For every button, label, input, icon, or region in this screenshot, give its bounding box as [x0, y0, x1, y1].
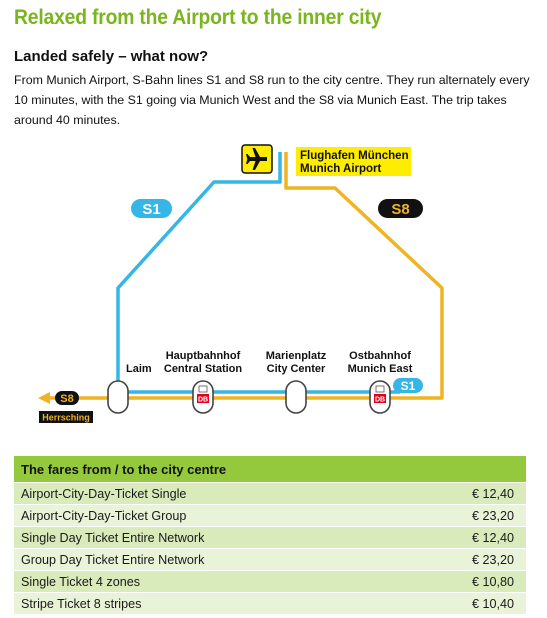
station-laim-name: Laim — [126, 363, 152, 375]
section-title: Landed safely – what now? — [14, 48, 209, 65]
fare-price: € 10,80 — [402, 571, 526, 593]
table-row — [14, 593, 526, 615]
route-map — [0, 138, 547, 438]
table-row — [14, 571, 526, 593]
intro-paragraph: From Munich Airport, S-Bahn lines S1 and S8 run to the city centre. They run alternately every 10 minutes, with the S1 going via Munich West and the S8 via Munich East. The trip takes around 40 minutes. — [14, 73, 530, 127]
svg-text:DB: DB — [374, 396, 386, 404]
fare-name: Single Ticket 4 zones — [14, 571, 402, 593]
fare-name: Group Day Ticket Entire Network — [14, 549, 402, 571]
s1-badge-label: S1 — [142, 201, 161, 218]
station-ostbahnhof-name-en: Munich East — [347, 363, 413, 375]
page-title: Relaxed from the Airport to the inner city — [14, 6, 382, 29]
fare-price: € 12,40 — [402, 527, 526, 549]
herrsching-label: Herrsching — [42, 412, 90, 423]
fares-table — [14, 456, 526, 614]
fare-price: € 12,40 — [402, 483, 526, 505]
airport-label-de: Flughafen München — [300, 150, 409, 162]
station-ostbahnhof-name: Ostbahnhof — [349, 350, 411, 362]
station-hbf-name: Hauptbahnhof — [165, 350, 241, 362]
fare-name: Single Day Ticket Entire Network — [14, 527, 402, 549]
svg-text:DB: DB — [197, 396, 209, 404]
fare-name: Airport-City-Day-Ticket Single — [14, 483, 402, 505]
station-laim-marker — [108, 381, 128, 413]
db-logo-icon — [374, 386, 386, 404]
fare-price: € 10,40 — [402, 593, 526, 615]
fare-name: Airport-City-Day-Ticket Group — [14, 505, 402, 527]
table-row — [14, 483, 526, 505]
station-marienplatz-name: Marienplatz — [265, 350, 327, 362]
s8-badge-label: S8 — [391, 201, 410, 218]
fare-price: € 23,20 — [402, 505, 526, 527]
table-row — [14, 505, 526, 527]
s8-terminus-badge-label: S8 — [60, 393, 74, 405]
db-logo-icon — [197, 386, 209, 404]
arrow-left-icon — [38, 392, 50, 404]
fares-table-header: The fares from / to the city centre — [14, 456, 526, 483]
fare-price: € 23,20 — [402, 549, 526, 571]
station-marienplatz-marker — [286, 381, 306, 413]
table-row — [14, 549, 526, 571]
station-hbf-name-en: Central Station — [163, 363, 243, 375]
table-row — [14, 527, 526, 549]
fare-name: Stripe Ticket 8 stripes — [14, 593, 402, 615]
airplane-icon — [242, 145, 272, 173]
s1-end-badge-label: S1 — [400, 379, 416, 393]
airport-label-en: Munich Airport — [300, 163, 382, 175]
station-marienplatz-name-en: City Center — [266, 363, 326, 375]
